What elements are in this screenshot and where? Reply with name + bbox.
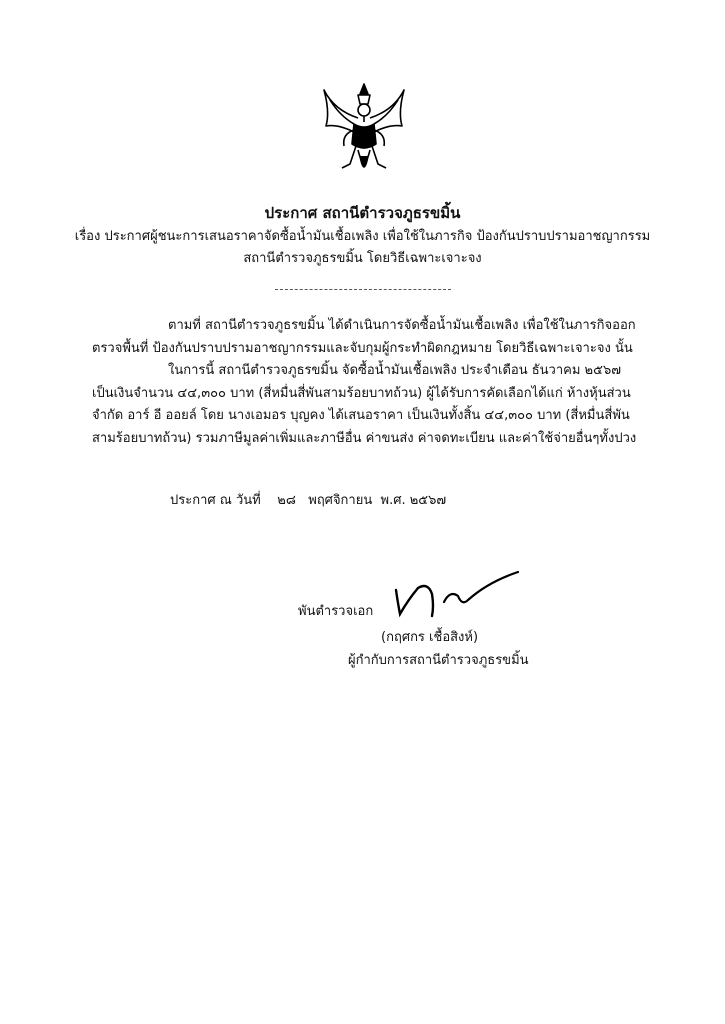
signer-rank: พันตำรวจเอก (298, 604, 374, 619)
subject-line: เรื่อง ประกาศผู้ชนะการเสนอราคาจัดซื้อน้ำมันเชื้อเพลิง เพื่อใช้ในภารกิจ ป้องกันปราบปรามอาชญากรรม (74, 229, 651, 244)
signer-name: (กฤศกร เชื้อสิงห์) (381, 630, 479, 645)
signature-icon (378, 570, 528, 626)
divider (275, 289, 451, 290)
garuda-emblem-icon (320, 82, 408, 182)
subject-line: สถานีตำรวจภูธรขมิ้น โดยวิธีเฉพาะเจาะจง (243, 251, 482, 266)
subject (60, 226, 665, 270)
paragraph: ในการนี้ สถานีตำรวจภูธรขมิ้น จัดซื้อน้ำมันเชื้อเพลิง ประจำเดือน ธันวาคม ๒๕๖๗ เป็นเงินจำนวน ๔๔,๓๐๐ บาท (สี่หมื่นสี่พันสามร้อยบาทถ้วน) ผู้ได้รับการคัดเลือกได้แก่ ห้างหุ้นส่วนจำกัด อาร์ อี ออยล์ โดย นางเอมอร บุญคง ได้เสนอราคา เป็นเงินทั้งสิ้น ๔๔,๓๐๐ บาท (สี่หมื่นสี่พันสามร้อยบาทถ้วน) รวมภาษีมูลค่าเพิ่มและภาษีอื่น ค่าขนส่ง ค่าจดทะเบียน และค่าใช้จ่ายอื่นๆทั้งปวง (92, 363, 637, 446)
document-body (92, 315, 642, 450)
page-title: ประกาศ สถานีตำรวจภูธรขมิ้น (264, 204, 461, 222)
signer-position: ผู้กำกับการสถานีตำรวจภูธรขมิ้น (348, 653, 529, 668)
announcement-date: ประกาศ ณ วันที่ ๒๘ พฤศจิกายน พ.ศ. ๒๕๖๗ (170, 493, 447, 508)
paragraph: ตามที่ สถานีตำรวจภูธรขมิ้น ได้ดำเนินการจัดซื้อน้ำมันเชื้อเพลิง เพื่อใช้ในภารกิจออกตรวจพื้นที่ ป้องกันปราบปรามอาชญากรรมและจับกุมผู้กระทำผิดกฎหมาย โดยวิธีเฉพาะเจาะจง นั้น (92, 318, 636, 356)
